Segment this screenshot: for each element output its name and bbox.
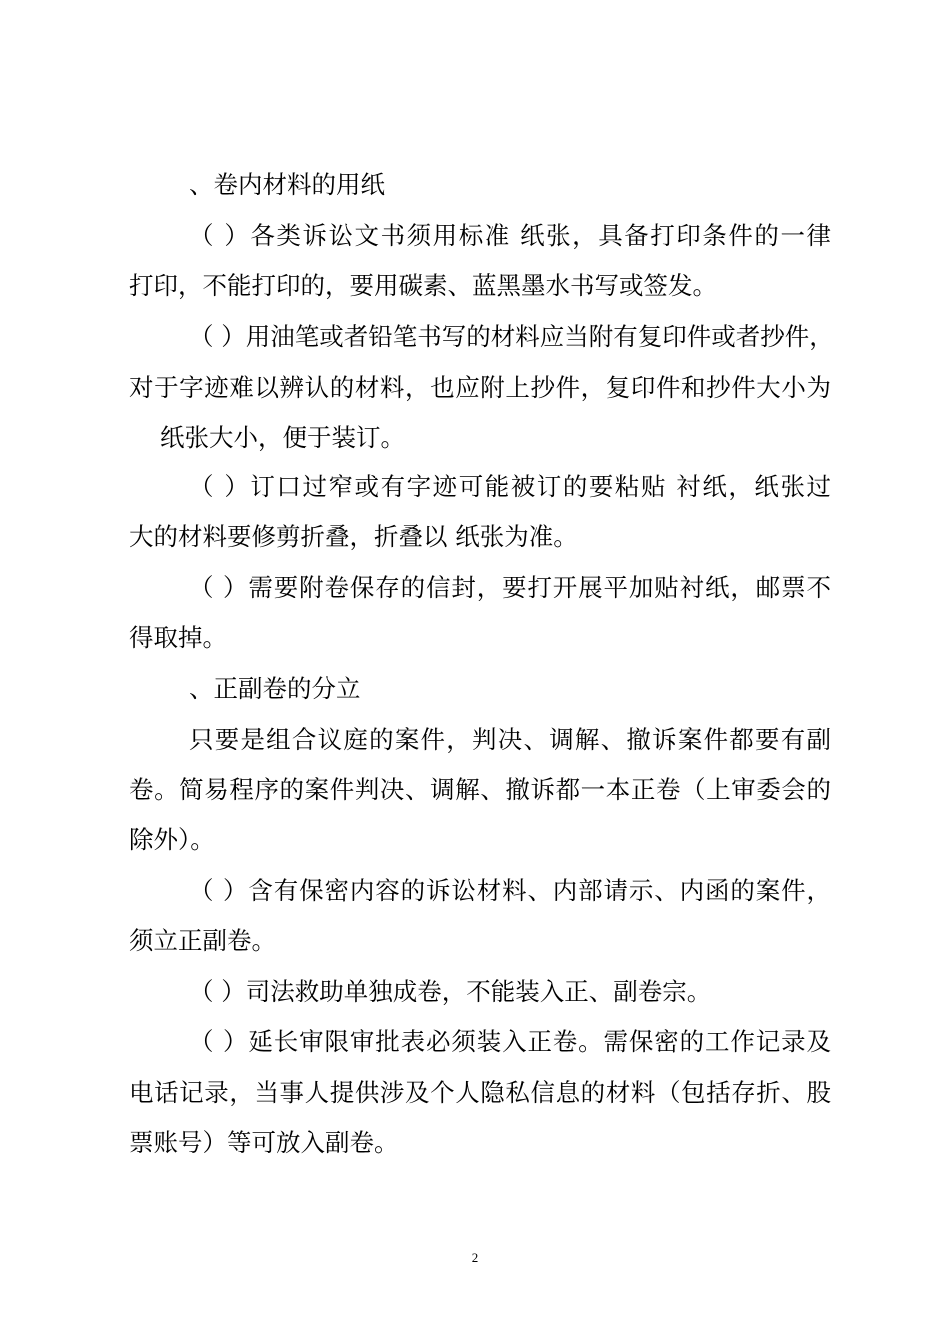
paragraph-line: 对于字迹难以辨认的材料，也应附上抄件，复印件和抄件大小为: [129, 373, 831, 402]
page-number: 2: [471, 1250, 479, 1265]
paragraph-line: 打印，不能打印的，要用碳素、蓝黑墨水书写或签发。: [129, 271, 717, 300]
paragraph-line: （ ）需要附卷保存的信封，要打开展平加贴衬纸，邮票不: [189, 573, 831, 602]
section-heading-paper: 、卷内材料的用纸: [189, 170, 385, 199]
paragraph-line: 卷。简易程序的案件判决、调解、撤诉都一本正卷（上审委会的: [129, 775, 831, 804]
paragraph-line: （ ）司法救助单独成卷，不能装入正、副卷宗。: [189, 977, 712, 1006]
paragraph-line: 大的材料要修剪折叠，折叠以 纸张为准。: [129, 522, 578, 551]
paragraph-line: （ ）订口过窄或有字迹可能被订的要粘贴 衬纸，纸张过: [189, 472, 831, 501]
paragraph-line: 须立正副卷。: [129, 926, 276, 955]
paragraph-line: 电话记录，当事人提供涉及个人隐私信息的材料（包括存折、股: [129, 1078, 831, 1107]
paragraph-line: 只要是组合议庭的案件，判决、调解、撤诉案件都要有副: [189, 725, 831, 754]
paragraph-line: （ ）用油笔或者铅笔书写的材料应当附有复印件或者抄件，: [189, 322, 834, 351]
section-heading-volumes: 、正副卷的分立: [189, 674, 361, 703]
paragraph-line: （ ）各类诉讼文书须用标准 纸张，具备打印条件的一律: [189, 221, 831, 250]
paragraph-line: （ ）含有保密内容的诉讼材料、内部请示、内函的案件，: [189, 876, 831, 905]
paragraph-line: （ ）延长审限审批表必须装入正卷。需保密的工作记录及: [189, 1027, 831, 1056]
paragraph-line: 纸张大小，便于装订。: [160, 423, 405, 452]
paragraph-line: 票账号）等可放入副卷。: [129, 1128, 399, 1157]
paragraph-line: 得取掉。: [129, 623, 227, 652]
paragraph-line: 除外）。: [129, 825, 215, 854]
